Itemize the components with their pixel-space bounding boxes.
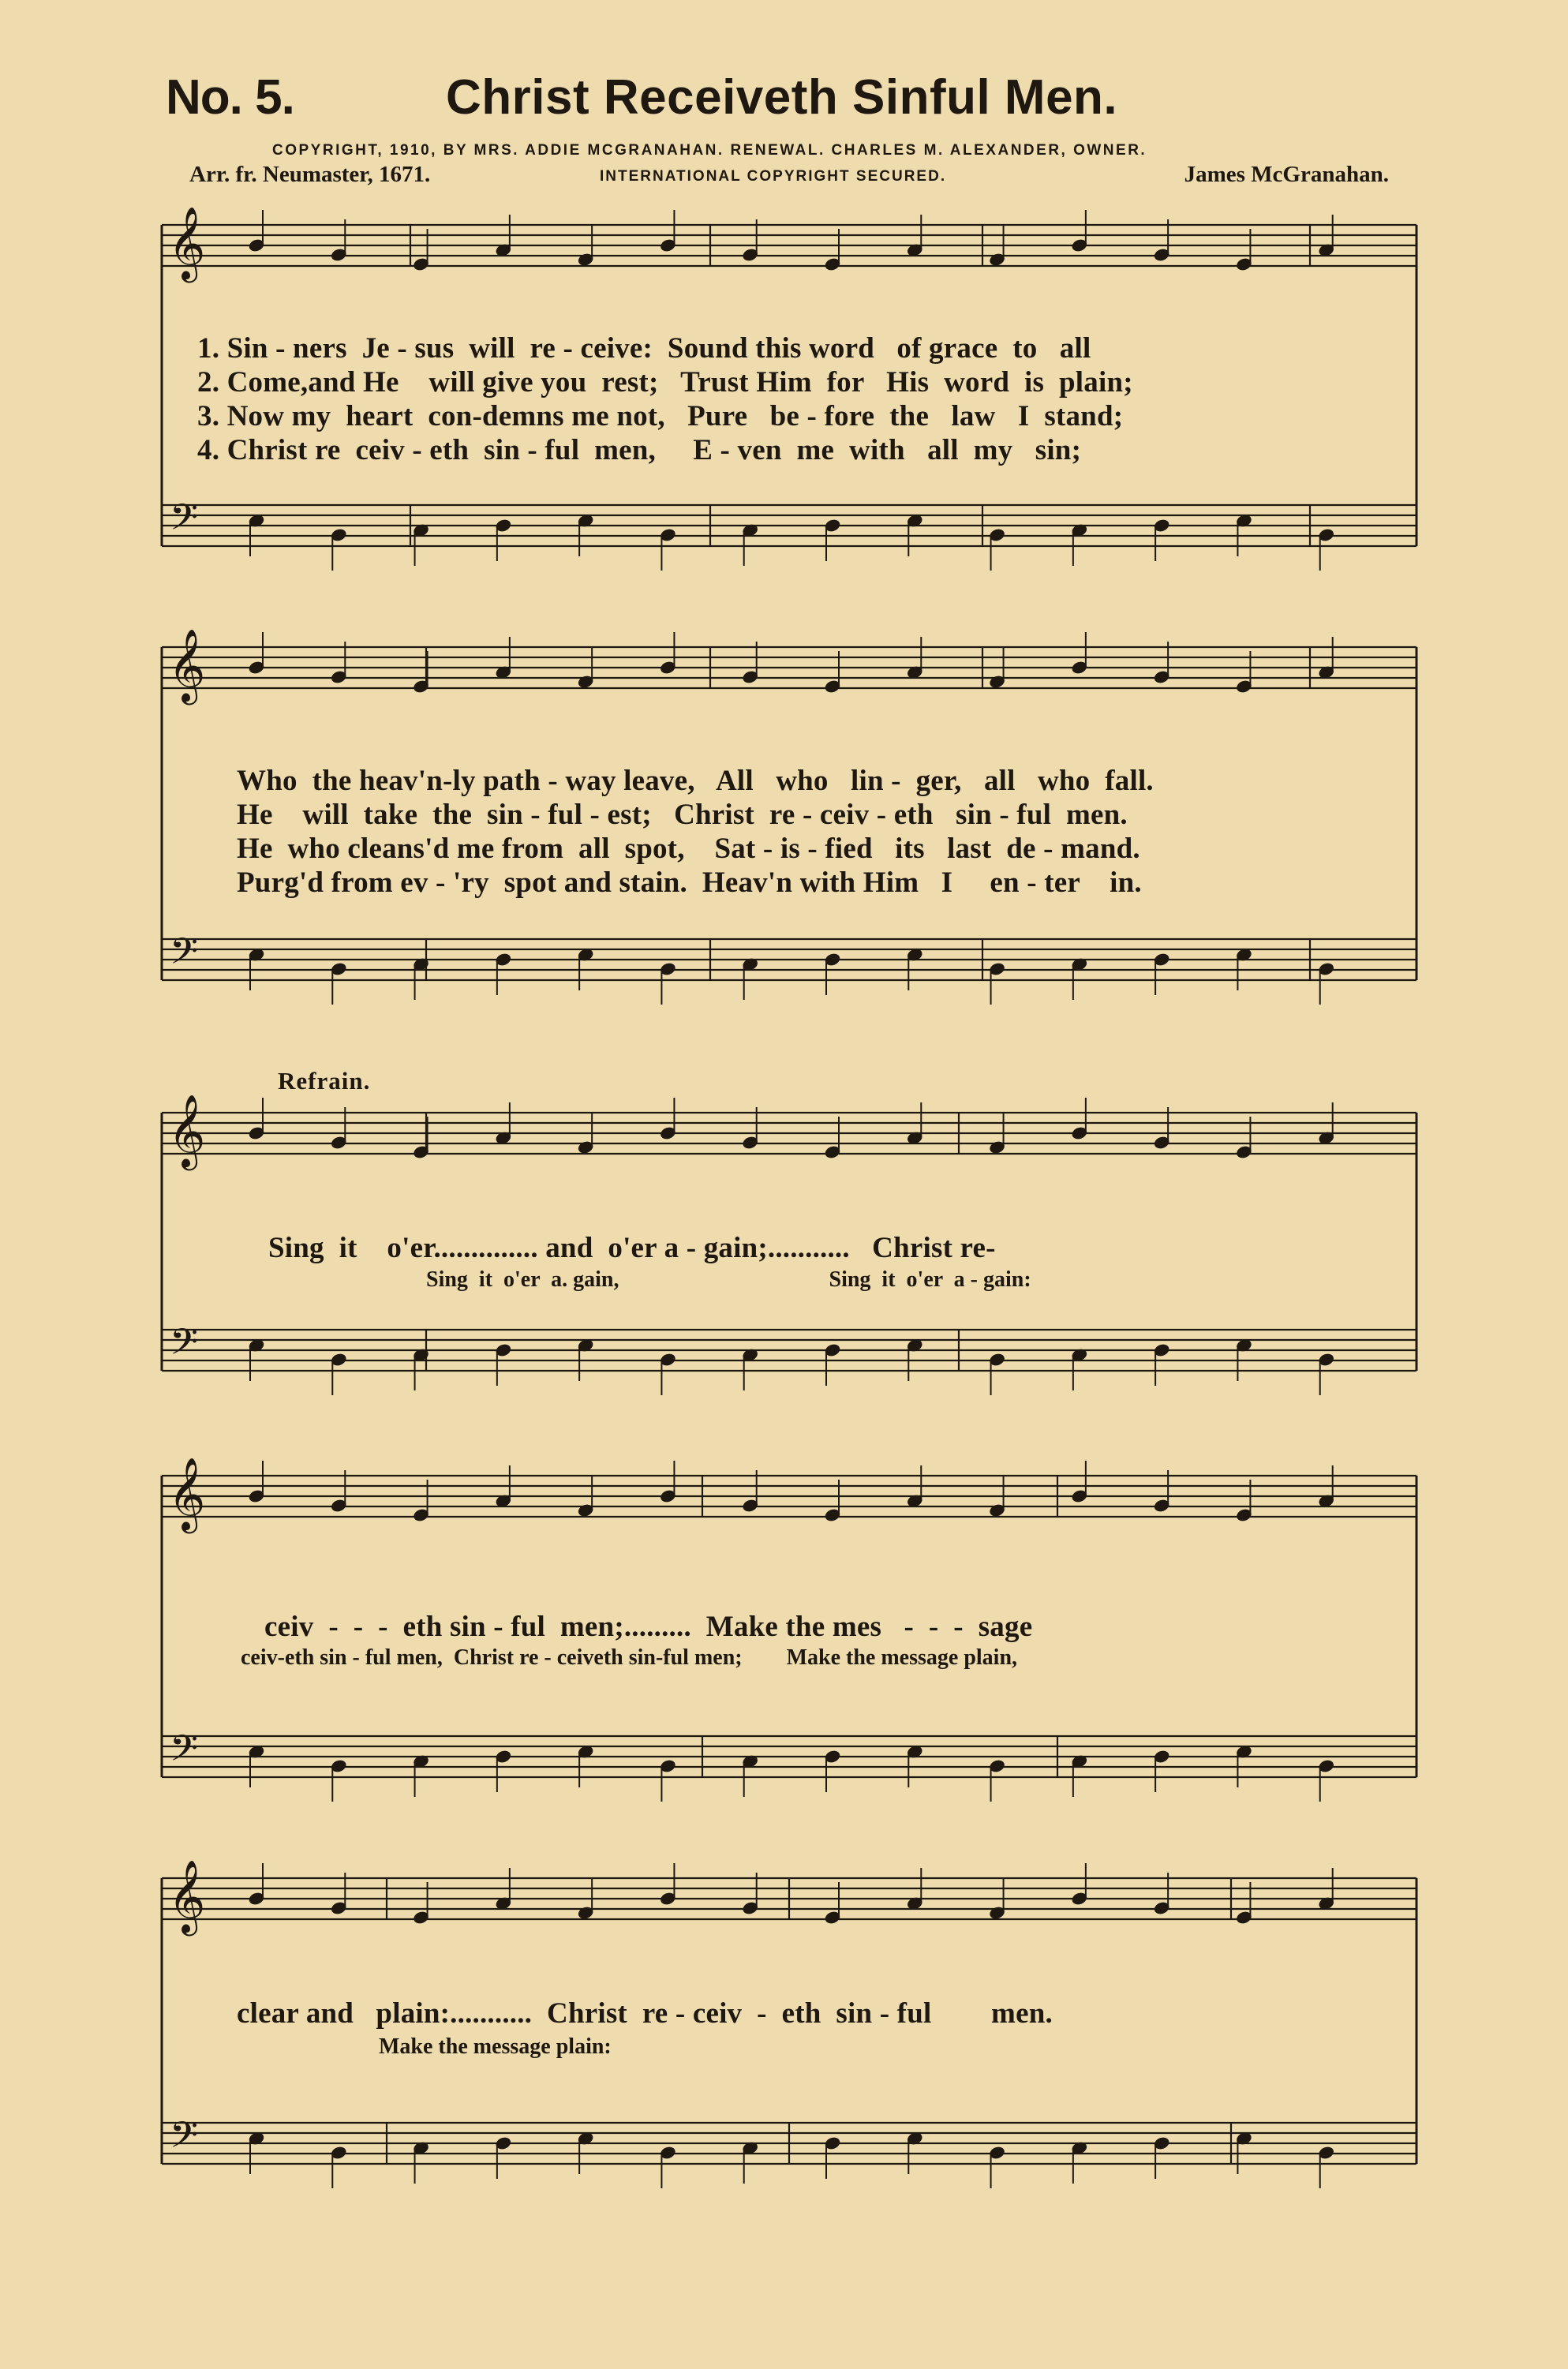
treble-clef-5: 𝄞	[168, 1859, 206, 1933]
arranger-credit: Arr. fr. Neumaster, 1671.	[189, 162, 431, 187]
refrain-lyric-2: ceiv - - - eth sin - ful men;......... Make the mes - - - sage	[264, 1611, 1033, 1643]
verse-2-line-b: He will take the sin - ful - est; Christ re - ceiv - eth sin - ful men.	[237, 799, 1128, 831]
treble-clef-1: 𝄞	[168, 206, 206, 279]
treble-clef-4: 𝄞	[168, 1457, 206, 1530]
bass-clef-3: 𝄢	[170, 1321, 199, 1372]
bass-clef-1: 𝄢	[170, 496, 199, 548]
verse-2-line-a: 2. Come,and He will give you rest; Trust Him for His word is plain;	[197, 366, 1133, 399]
refrain-alto-2: ceiv-eth sin - ful men, Christ re - ceiveth sin-ful men; Make the message plain,	[241, 1645, 1018, 1670]
hymn-title: Christ Receiveth Sinful Men.	[446, 70, 1118, 125]
treble-clef-2: 𝄞	[168, 628, 206, 702]
refrain-lyric-3: clear and plain:........... Christ re - ceiv - eth sin - ful men.	[237, 1997, 1053, 2030]
bass-clef-2: 𝄢	[170, 930, 199, 982]
bass-clef-4: 𝄢	[170, 1727, 199, 1779]
treble-clef-3: 𝄞	[168, 1094, 206, 1167]
hymn-number: No. 5.	[166, 70, 294, 125]
verse-1-line-b: Who the heav'n-ly path - way leave, All who lin - ger, all who fall.	[237, 765, 1154, 797]
composer-credit: James McGranahan.	[1184, 162, 1389, 187]
international-copyright: INTERNATIONAL COPYRIGHT SECURED.	[600, 168, 947, 185]
verse-1-line-a: 1. Sin - ners Je - sus will re - ceive: Sound this word of grace to all	[197, 332, 1091, 365]
verse-4-line-b: Purg'd from ev - 'ry spot and stain. Heav'n with Him I en - ter in.	[237, 866, 1142, 899]
refrain-alto-1: Sing it o'er a. gain, Sing it o'er a - gain:	[426, 1267, 1031, 1292]
copyright-notice: COPYRIGHT, 1910, BY MRS. ADDIE MCGRANAHAN. RENEWAL. CHARLES M. ALEXANDER, OWNER.	[272, 142, 1147, 159]
refrain-alto-3: Make the message plain:	[379, 2034, 612, 2059]
refrain-label: Refrain.	[278, 1067, 371, 1095]
bass-clef-5: 𝄢	[170, 2114, 199, 2165]
verse-3-line-b: He who cleans'd me from all spot, Sat - is - fied its last de - mand.	[237, 833, 1140, 865]
verse-4-line-a: 4. Christ re ceiv - eth sin - ful men, E - ven me with all my sin;	[197, 434, 1082, 466]
verse-3-line-a: 3. Now my heart con-demns me not, Pure be - fore the law I stand;	[197, 400, 1124, 432]
refrain-lyric-1: Sing it o'er.............. and o'er a - gain;........... Christ re-	[268, 1232, 996, 1264]
